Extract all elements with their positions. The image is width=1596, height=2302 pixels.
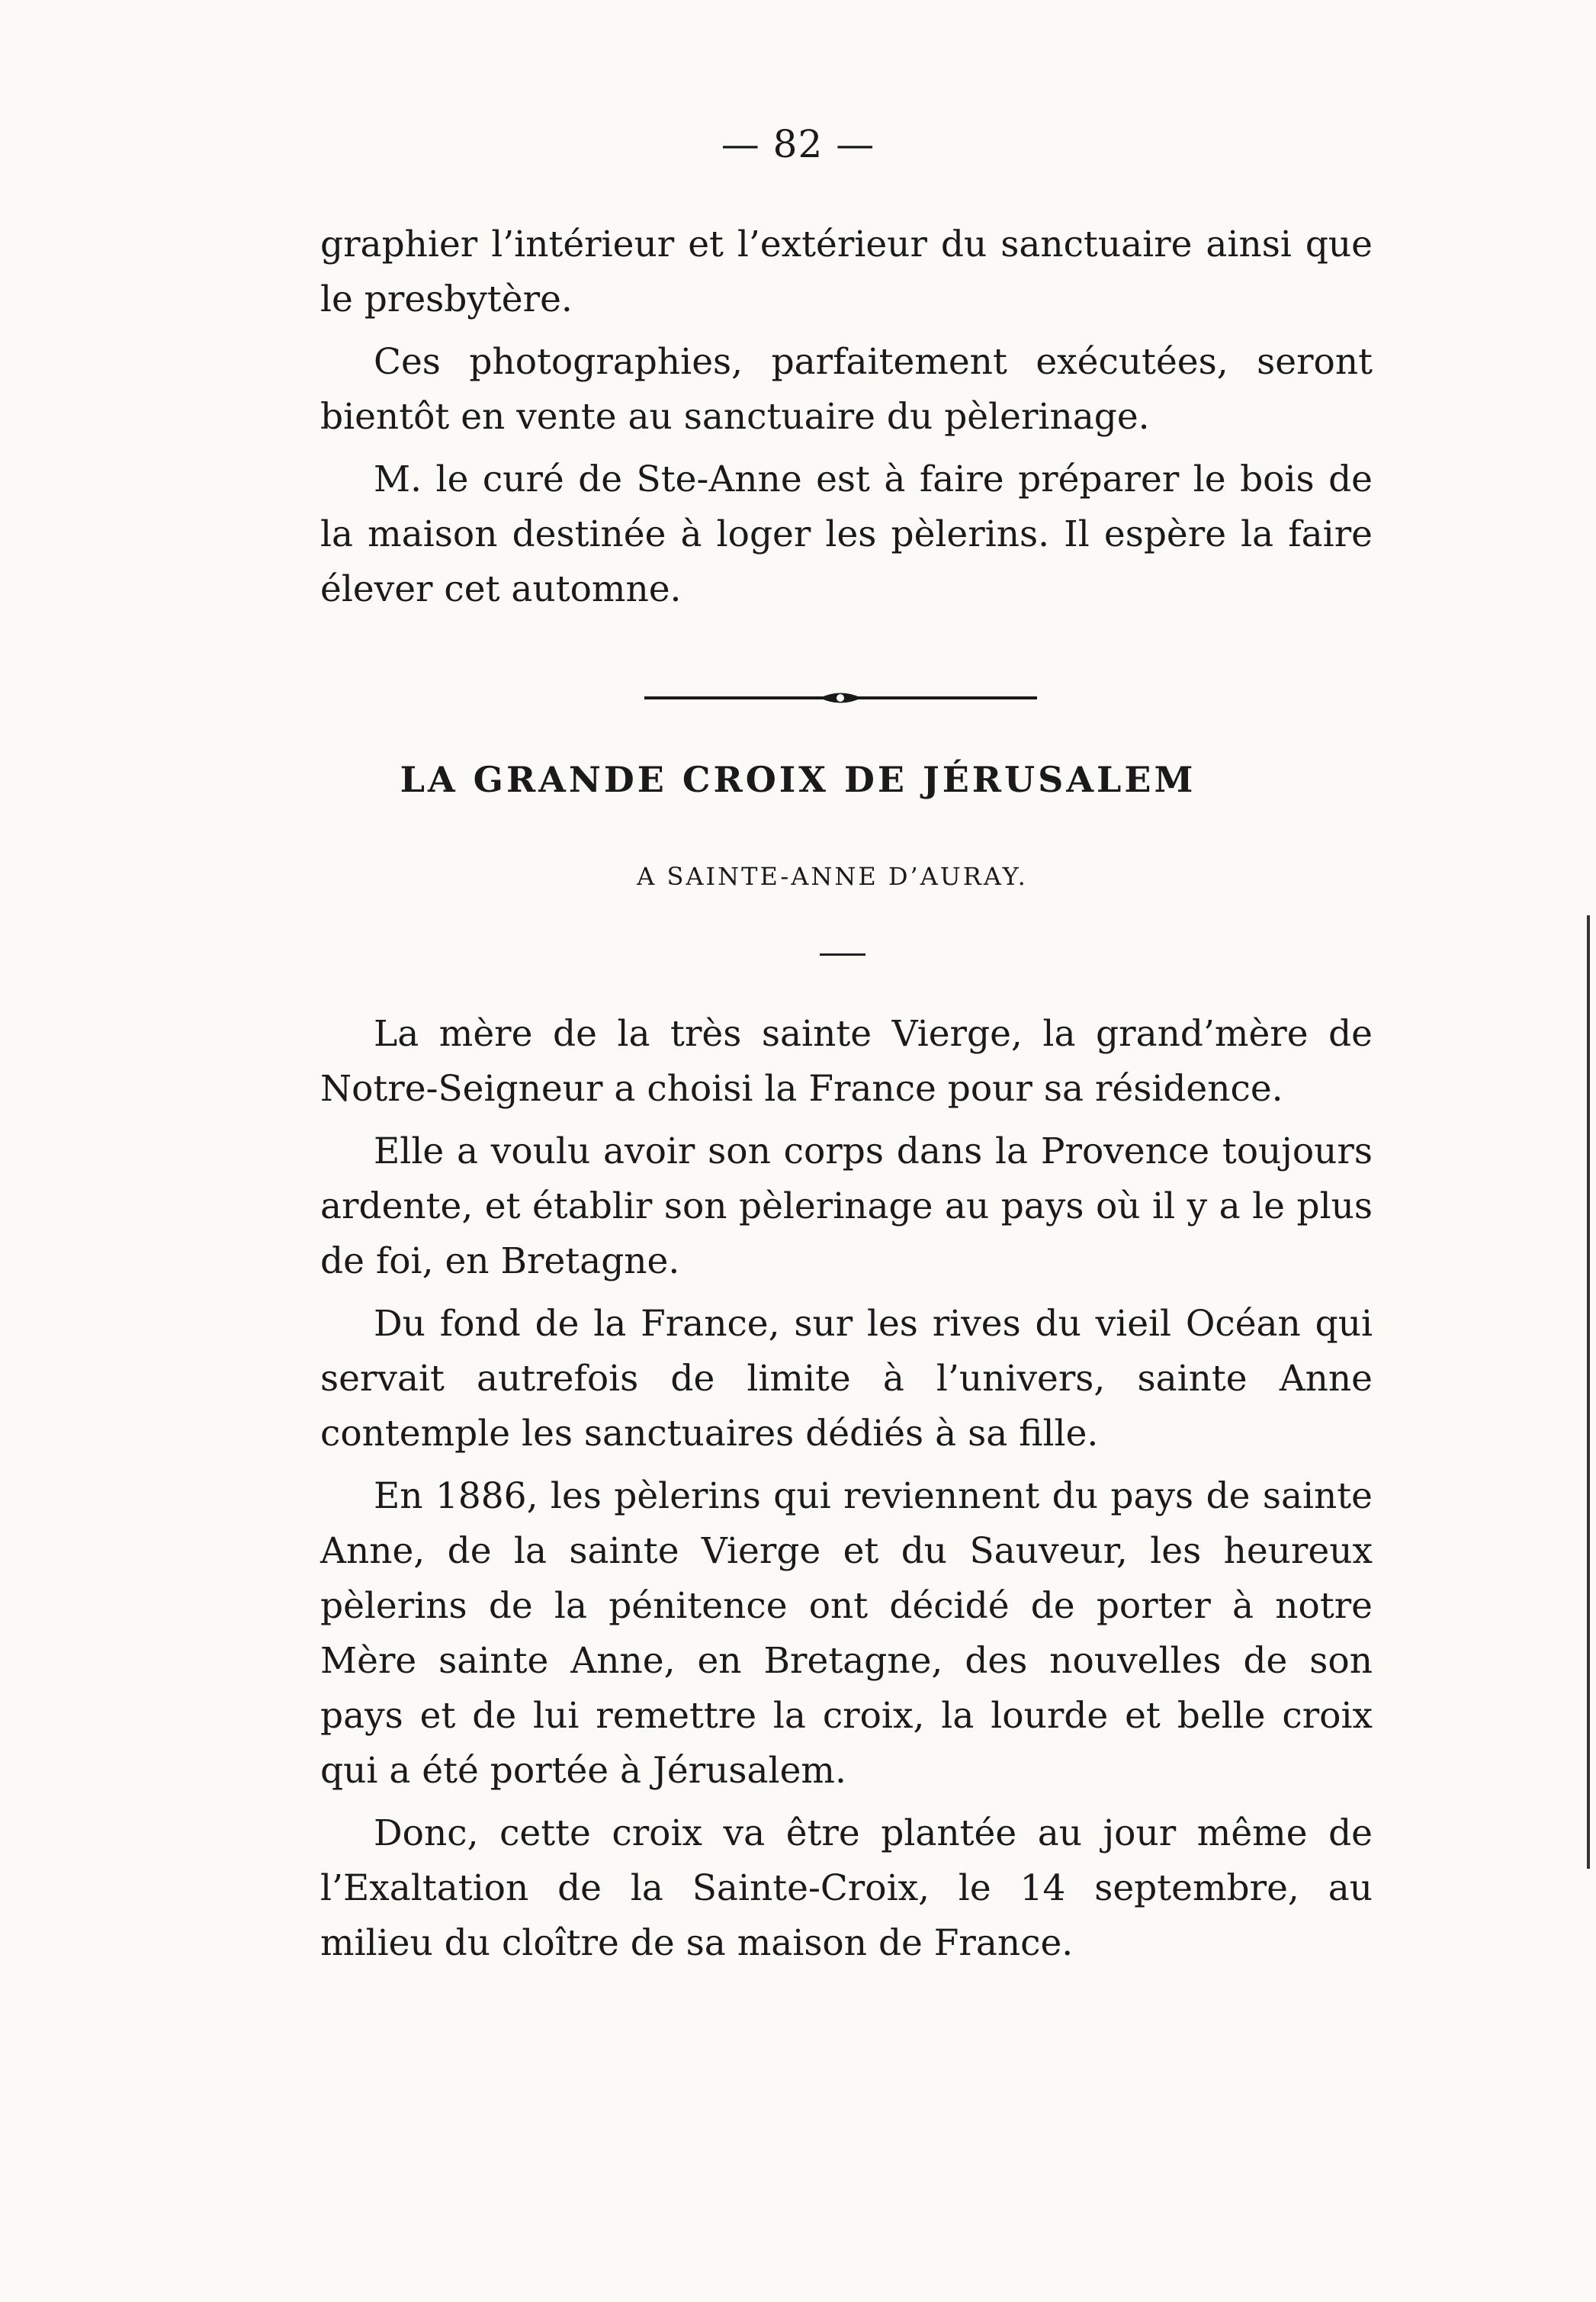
paragraph: En 1886, les pèlerins qui reviennent du pays de sainte Anne, de la sainte Vierge et du Sauveur, les heureux pèlerins de la pénitence ont décidé de porter à notre Mère sainte Anne, en Bretagne, des nouvelles de son pays et de lui remettre la croix, la lourde et belle croix qui a été portée à Jérusalem.: [320, 1475, 1373, 1792]
article-title: LA GRANDE CROIX DE JÉRUSALEM: [400, 759, 1196, 800]
top-text-block: [320, 217, 1373, 625]
paragraph: La mère de la très sainte Vierge, la grand’mère de Notre-Seigneur a choisi la France pour sa résidence.: [320, 1013, 1373, 1110]
title-rule: [820, 953, 865, 956]
article-body: [320, 1007, 1373, 1979]
paragraph: Elle a voulu avoir son corps dans la Provence toujours ardente, et établir son pèlerinage au pays où il y a le plus de foi, en Bretagne.: [320, 1130, 1373, 1282]
article-subtitle: A SAINTE-ANNE D’AURAY.: [637, 862, 1028, 891]
section-divider-ornament: [644, 686, 1037, 709]
paragraph: graphier l’intérieur et l’extérieur du sanctuaire ainsi que le presbytère.: [320, 223, 1373, 320]
paragraph: Ces photographies, parfaitement exécutées, seront bientôt en vente au sanctuaire du pèlerinage.: [320, 341, 1373, 438]
page-number: — 82 —: [721, 122, 875, 166]
paragraph: Donc, cette croix va être plantée au jour même de l’Exaltation de la Sainte-Croix, le 14 septembre, au milieu du cloître de sa maison de France.: [320, 1812, 1373, 1964]
paragraph: M. le curé de Ste-Anne est à faire préparer le bois de la maison destinée à loger les pèlerins. Il espère la faire élever cet automne.: [320, 458, 1373, 610]
binding-edge-mark: [1587, 915, 1590, 1869]
paragraph: Du fond de la France, sur les rives du vieil Océan qui servait autrefois de limite à l’univers, sainte Anne contemple les sanctuaires dédiés à sa fille.: [320, 1303, 1373, 1455]
